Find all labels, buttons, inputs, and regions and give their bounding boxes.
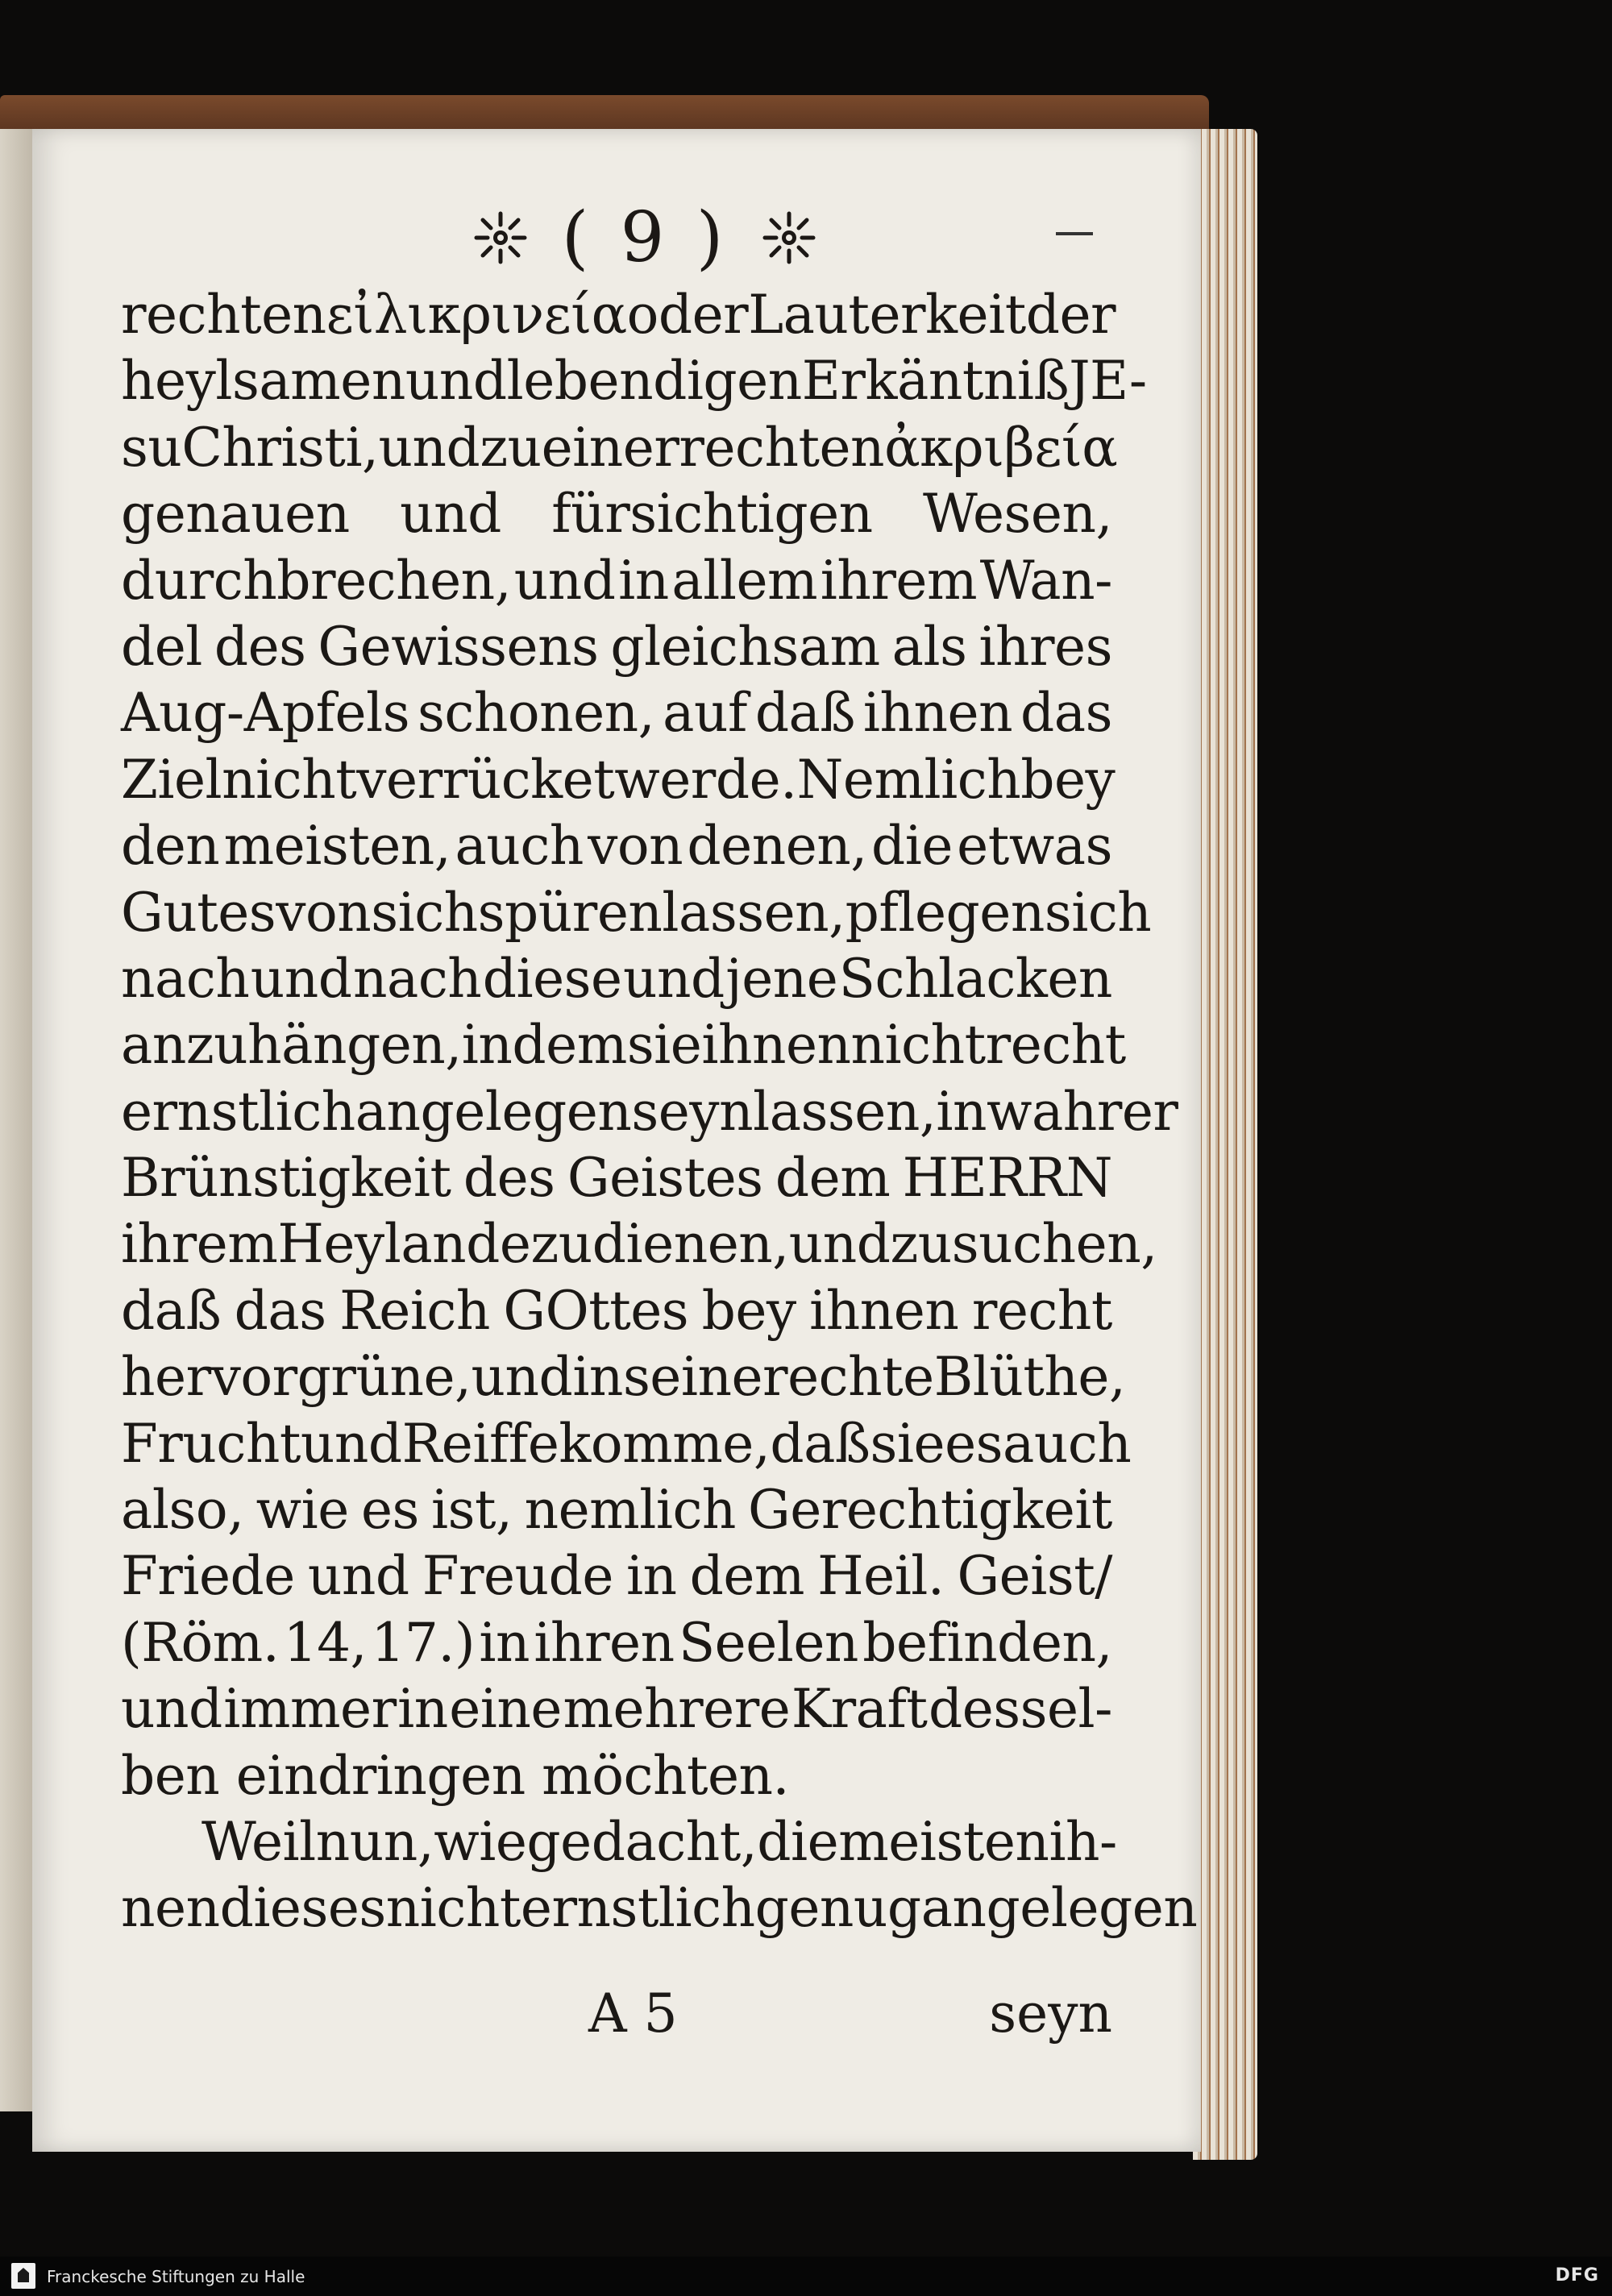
word: dieses [219, 1877, 386, 1940]
text-line [121, 1477, 1112, 1543]
word: ih- [1049, 1810, 1117, 1873]
word: Brünstigkeit [121, 1147, 451, 1210]
word: ihnen [862, 682, 1013, 745]
word: Aug-Apfels [121, 682, 410, 745]
word: su [121, 416, 182, 479]
word: Weil [202, 1810, 316, 1873]
word: in [397, 1678, 448, 1741]
word: sich [1044, 881, 1152, 944]
word: allem [671, 549, 818, 612]
word: des [214, 615, 306, 678]
word: HERRN [902, 1147, 1112, 1210]
word: heylsamen [121, 350, 405, 413]
word: suchen, [951, 1213, 1157, 1276]
word: und [471, 1346, 573, 1409]
word: daß [770, 1412, 870, 1475]
word: und [378, 416, 480, 479]
word: Gewissens [318, 615, 599, 678]
word: und [513, 549, 616, 612]
page-number: ( 9 ) [561, 197, 729, 278]
word: zu [530, 1213, 592, 1276]
word: JE- [1069, 350, 1147, 413]
body-text [121, 282, 1198, 1942]
word: dessel- [928, 1678, 1112, 1741]
word: fürsichtigen [551, 483, 873, 546]
header-dash [1056, 232, 1093, 235]
text-line [121, 415, 1118, 481]
word: nun, [315, 1810, 434, 1873]
word: Ziel [121, 748, 222, 811]
word: Schlacken [838, 947, 1112, 1010]
text-line [121, 548, 1112, 614]
word: und [121, 1678, 222, 1741]
word: dienen, [592, 1213, 789, 1276]
word: genug [754, 1877, 921, 1940]
word: nicht [850, 1014, 986, 1077]
word: dem [689, 1545, 805, 1608]
word: Gutes [121, 881, 276, 944]
word: in [479, 1611, 530, 1674]
word: jene [725, 947, 838, 1010]
word: es [945, 1412, 1003, 1475]
word: durchbrechen, [121, 549, 512, 612]
text-line [121, 614, 1112, 680]
text-line [121, 282, 1116, 348]
text-line [121, 1344, 1126, 1410]
left-page-edge [0, 129, 34, 2111]
word: angelegen [355, 1080, 632, 1143]
word: ihrem [820, 549, 978, 612]
word: sich [371, 881, 478, 944]
text-line [121, 680, 1112, 746]
text-line [121, 946, 1112, 1012]
text-line [121, 1809, 1117, 1875]
word: zu [480, 416, 542, 479]
word: Freude [422, 1545, 613, 1608]
word: nemlich [524, 1479, 736, 1542]
word: ist, [430, 1479, 513, 1542]
page-edges [1193, 129, 1257, 2160]
word: Erkäntniß [801, 350, 1070, 413]
word: schonen, [418, 682, 655, 745]
word: Geistes [567, 1147, 763, 1210]
word: nen [121, 1877, 220, 1940]
word: befinden, [862, 1611, 1112, 1674]
word: nicht [385, 1877, 521, 1940]
word: und [623, 947, 725, 1010]
word: recht [971, 1279, 1112, 1342]
word: Wan- [979, 549, 1112, 612]
word: zu [890, 1213, 952, 1276]
word: die [871, 815, 953, 878]
word: und [788, 1213, 891, 1276]
word: gedacht, [526, 1810, 758, 1873]
word: Christi, [181, 416, 379, 479]
word: als [891, 615, 967, 678]
word: lebendigen [506, 350, 802, 413]
word: Gerechtigkeit [748, 1479, 1112, 1542]
text-line [121, 1875, 1198, 1941]
word: etwas [957, 815, 1112, 878]
word: in [572, 1346, 623, 1409]
catchword: seyn [989, 1983, 1112, 2045]
text-line [121, 1278, 1112, 1344]
page-footer-line [121, 1983, 1112, 2055]
word: von [276, 881, 372, 944]
word: in [936, 1080, 987, 1143]
word: GOttes [503, 1279, 689, 1342]
word: des [463, 1147, 555, 1210]
word: in [618, 549, 669, 612]
word: wie [434, 1810, 527, 1873]
word: nach [352, 947, 482, 1010]
rosette-ornament-icon [472, 209, 530, 267]
word: gleichsam [610, 615, 880, 678]
word: wahrer [986, 1080, 1178, 1143]
word: und [250, 947, 352, 1010]
text-line [121, 1012, 1126, 1078]
text-line [121, 813, 1112, 879]
word: daß [754, 682, 855, 745]
rosette-ornament-icon [760, 209, 818, 267]
page-header [387, 193, 903, 282]
text-line [121, 880, 1152, 946]
word: nach [121, 947, 250, 1010]
institution-logo-icon [11, 2263, 35, 2289]
word: werde. [614, 748, 797, 811]
word: 14, [283, 1611, 368, 1674]
word: diese [482, 947, 622, 1010]
book-page [32, 129, 1201, 2152]
word: Blüthe, [933, 1346, 1126, 1409]
word: sie [626, 1014, 702, 1077]
word: seyn [631, 1080, 754, 1143]
word: Wesen, [923, 483, 1112, 546]
word: wie [256, 1479, 349, 1542]
word: mehrere [563, 1678, 791, 1741]
word: rechte [762, 1346, 934, 1409]
word: spüren [477, 881, 663, 944]
word: sie [870, 1412, 945, 1475]
word: und [405, 350, 507, 413]
word: 17.) [371, 1611, 476, 1674]
word: Nemlich [796, 748, 1021, 811]
word: Frucht [121, 1412, 301, 1475]
text-line [121, 1079, 1178, 1145]
word: von [588, 815, 683, 878]
word: Heil. [817, 1545, 945, 1608]
word: meisten, [223, 815, 451, 878]
text-line [121, 1610, 1112, 1676]
word: lassen, [753, 1080, 937, 1143]
word: das [1020, 682, 1112, 745]
word: es [360, 1479, 419, 1542]
word: Reiffe [401, 1412, 559, 1475]
text-line [121, 1211, 1157, 1277]
word: anzuhängen, [121, 1014, 462, 1077]
word: dem [775, 1147, 891, 1210]
word: Geist/ [957, 1545, 1112, 1608]
text-line [121, 348, 1147, 414]
word: ἀκριβεία [884, 416, 1118, 479]
word: lassen, [662, 881, 845, 944]
word: auch [455, 815, 584, 878]
text-line [121, 1543, 1112, 1609]
word: pflegen [845, 881, 1045, 944]
word: und [307, 1545, 409, 1608]
word: rechten [679, 416, 885, 479]
word: und [400, 483, 501, 546]
text-line [121, 1676, 1112, 1742]
word: Heylande [277, 1213, 531, 1276]
word: immer [223, 1678, 397, 1741]
word: ihren [534, 1611, 675, 1674]
word: (Röm. [121, 1611, 280, 1674]
word: meisten [838, 1810, 1049, 1873]
word: und [300, 1412, 402, 1475]
word: also, [121, 1479, 244, 1542]
text-line [121, 747, 1116, 813]
word: daß [121, 1279, 222, 1342]
signature-mark: A 5 [588, 1983, 678, 2045]
text-line [121, 481, 1112, 547]
institution-name: Franckesche Stiftungen zu Halle [47, 2267, 305, 2286]
word: der [1025, 284, 1116, 346]
word: ihres [978, 615, 1112, 678]
word: bey [1020, 748, 1116, 811]
word: auf [663, 682, 747, 745]
word: ernstlich [121, 1080, 355, 1143]
word: angelegen [920, 1877, 1198, 1940]
word: ihnen [809, 1279, 959, 1342]
word: bey [701, 1279, 796, 1342]
book-binding [0, 95, 1209, 132]
word: das [234, 1279, 326, 1342]
word: indem [461, 1014, 627, 1077]
word: nicht [222, 748, 357, 811]
word: ernstlich [520, 1877, 755, 1940]
word: εἰλικρινεία [326, 284, 627, 346]
word: die [757, 1810, 839, 1873]
text-line: ben eindringen möchten. [121, 1744, 790, 1807]
word: recht [985, 1014, 1126, 1077]
word: Lauterkeit [748, 284, 1026, 346]
word: oder [626, 284, 749, 346]
word: auch [1003, 1412, 1132, 1475]
word: ihrem [121, 1213, 278, 1276]
word: Kraft [791, 1678, 928, 1741]
word: den [121, 815, 220, 878]
word: verrücket [356, 748, 615, 811]
word: seine [622, 1346, 763, 1409]
word: Friede [121, 1545, 295, 1608]
word: in [625, 1545, 677, 1608]
word: einer [541, 416, 679, 479]
word: hervorgrüne, [121, 1346, 472, 1409]
dfg-badge: DFG [1555, 2265, 1599, 2286]
word: rechten [121, 284, 326, 346]
word: del [121, 615, 202, 678]
word: Seelen [678, 1611, 858, 1674]
word: komme, [559, 1412, 771, 1475]
word: eine [449, 1678, 562, 1741]
viewer-footer [0, 2257, 1612, 2296]
word: denen, [687, 815, 867, 878]
word: ihnen [701, 1014, 851, 1077]
text-line [121, 1411, 1132, 1477]
word: genauen [121, 483, 350, 546]
text-line [121, 1145, 1112, 1211]
word: Reich [339, 1279, 490, 1342]
